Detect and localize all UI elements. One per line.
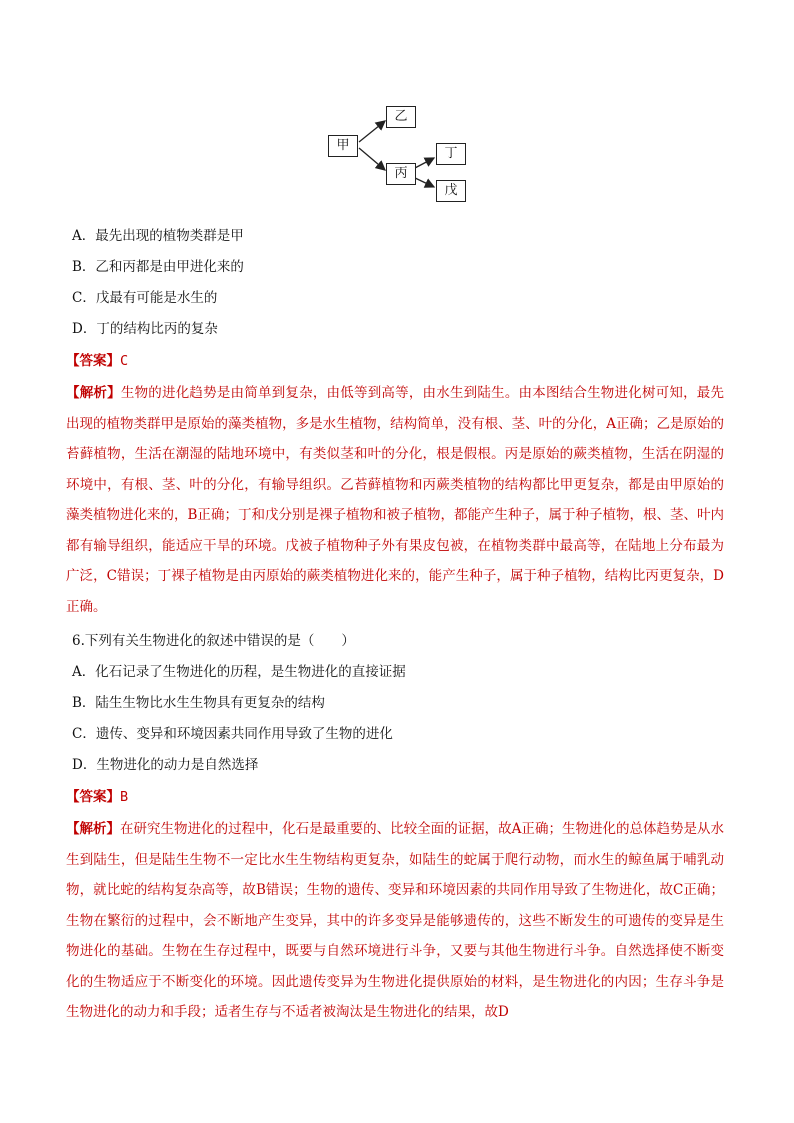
q5-option-b: B．乙和丙都是由甲进化来的 [72, 259, 244, 275]
q5-answer [66, 351, 128, 371]
answer-value: C [120, 353, 129, 369]
analysis-tag: 【解析】 [66, 821, 121, 837]
analysis-text: 生物的进化趋势是由简单到复杂，由低等到高等，由水生到陆生。由本图结合生物进化树可知，最先出现的植物类群甲是原始的藻类植物，多是水生植物，结构简单，没有根、茎、叶的分化，A正确；乙是原始的苔藓植物，生活在潮湿的陆地环境中，有类似茎和叶的分化，根是假根。丙是原始的蕨类植物，生活在阴湿的环境中，有根、茎、叶的分化，有输导组织。乙苔藓植物和丙蕨类植物的结构都比甲更复杂，都是由甲原始的藻类植物进化来的，B正确；丁和戊分别是裸子植物和被子植物，都能产生种子，属于种子植物，根、茎、叶内都有输导组织，能适应干旱的环境。戊被子植物种子外有果皮包被，在植物类群中最高等，在陆地上分布最为广泛，C错误；丁裸子植物是由丙原始的蕨类植物进化来的，能产生种子，属于种子植物，结构比丙更复杂，D正确。 [66, 385, 725, 615]
q5-option-a: A．最先出现的植物类群是甲 [72, 228, 244, 244]
answer-tag: 【答案】 [66, 789, 120, 805]
arrow-bing-wu [413, 177, 434, 187]
q5-option-c: C．戊最有可能是水生的 [72, 290, 218, 306]
q6-answer [66, 787, 128, 807]
q6-analysis [66, 814, 724, 1028]
q6-option-a: A．化石记录了生物进化的历程，是生物进化的直接证据 [72, 664, 406, 680]
node-bing: 丙 [386, 163, 416, 185]
q6-option-c: C．遗传、变异和环境因素共同作用导致了生物的进化 [72, 726, 393, 742]
analysis-tag: 【解析】 [66, 385, 121, 401]
node-wu: 戊 [436, 180, 466, 202]
analysis-text: 在研究生物进化的过程中，化石是最重要的、比较全面的证据，故A正确；生物进化的总体趋势是从水生到陆生，但是陆生生物不一定比水生生物结构更复杂，如陆生的蛇属于爬行动物，而水生的鲸鱼属于哺乳动物，就比蛇的结构复杂高等，故B错误；生物的遗传、变异和环境因素的共同作用导致了生物进化，故C正确；生物在繁衍的过程中，会不断地产生变异，其中的许多变异是能够遗传的，这些不断发生的可遗传的变异是生物进化的基础。生物在生存过程中，既要与自然环境进行斗争，又要与其他生物进行斗争。自然选择使不断变化的生物适应于不断变化的环境。因此遗传变异为生物进化提供原始的材料，是生物进化的内因；生存斗争是生物进化的动力和手段；适者生存与不适者被淘汰是生物进化的结果，故D [66, 821, 725, 1020]
q6-option-b: B．陆生生物比水生生物具有更复杂的结构 [72, 695, 325, 711]
q5-option-d: D．丁的结构比丙的复杂 [72, 321, 218, 337]
arrow-bing-ding [413, 158, 434, 169]
answer-tag: 【答案】 [66, 353, 120, 369]
arrow-jia-bing [359, 148, 385, 170]
arrow-jia-yi [359, 121, 385, 142]
node-ding: 丁 [436, 143, 466, 165]
evolution-tree-diagram [0, 0, 794, 220]
node-jia: 甲 [328, 135, 358, 157]
answer-value: B [120, 789, 129, 805]
q5-analysis [66, 378, 724, 622]
node-yi: 乙 [386, 106, 416, 128]
q6-stem: 6.下列有关生物进化的叙述中错误的是（ ） [72, 633, 355, 649]
q6-option-d: D．生物进化的动力是自然选择 [72, 757, 259, 773]
